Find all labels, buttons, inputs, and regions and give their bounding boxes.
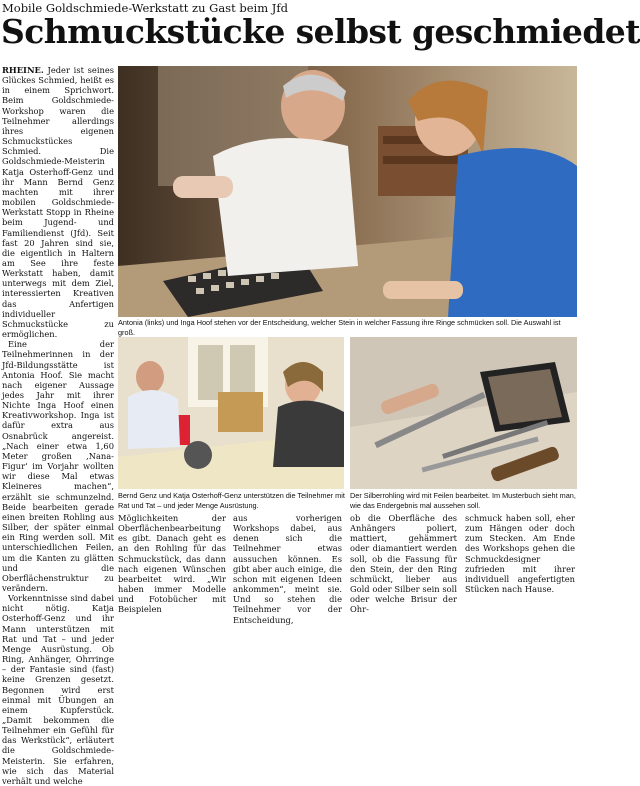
workshop-photo-image: [118, 66, 577, 317]
bottom-column-2: aus vorherigen Workshops dabei, aus denen sich die Teilnehmer etwas aussuchen können. Es gibt aber auch einige, die schon mit eigenen Ideen ankommen“, meint sie. Und so stehen die Teilnehmer vor der Entscheidung,: [233, 513, 342, 625]
advisors-photo-image: [118, 337, 344, 489]
paragraph-1: [2, 65, 114, 339]
bottom-right-photo: [350, 337, 577, 489]
bottom-column-3: ob die Oberfläche des Anhängers poliert, mattiert, gehämmert oder diamantiert werden soll, ob die Fassung für den Stein, der den Ring schmückt, lieber aus Gold oder Silber sein soll oder welche Brisur der Ohr-: [350, 513, 457, 615]
filing-photo-image: [350, 337, 577, 489]
left-column: [2, 65, 114, 786]
paragraph-1-text: Jeder ist seines Glückes Schmied, heißt es in einem Sprichwort. Beim Goldschmiede-Workshop waren die Teilnehmer allerdings ihres eigenen Schmuckstückes Schmied. Die Goldschmiede-Meisterin Katja Osterhoff-Genz und ihr Mann Bernd Genz machten mit ihrer mobilen Goldschmiede-Werkstatt Stopp in Rheine beim Jugend- und Familiendienst (Jfd). Seit fast 20 Jahren sind sie, die eigentlich in Haltern am See ihre feste Werkstatt haben, damit unterwegs mit dem Ziel, interessierten Kreativen das Anfertigen individueller Schmuckstücke zu ermöglichen.: [2, 65, 114, 340]
bottom-right-caption: Der Silberrohling wird mit Feilen bearbeitet. Im Musterbuch sieht man, wie das Endergebnis mal aussehen soll.: [350, 491, 576, 510]
paragraph-2: Eine der Teilnehmerinnen in der Jfd-Bildungsstätte ist Antonia Hoof. Sie macht nach eigener Aussage jedes Jahr mit ihrer Nichte Inga Hoof einen Kreativworkshop. Inga ist dafür extra aus Osnabrück angereist. „Nach einer etwa 1,60 Meter großen ‚Nana-Figur‘ im Vorjahr wollten wir diese Mal etwas Kleineres machen“, erzählt sie schmunzelnd. Beide bearbeiten gerade einen breiten Rohling aus Silber, der später einmal ein Ring werden soll. Mit unterschiedlichen Feilen, um die Kanten zu glätten und die Oberflächenstruktur zu verändern.: [2, 339, 114, 593]
kicker: Mobile Goldschmiede-Werkstatt zu Gast beim Jfd: [2, 1, 288, 15]
bottom-left-caption: Bernd Genz und Katja Osterhoff-Genz unterstützen die Teilnehmer mit Rat und Tat – und jeder Menge Ausrüstung.: [118, 491, 345, 510]
bottom-column-1: Möglichkeiten der Oberflächenbearbeitung es gibt. Danach geht es an den Rohling für das Schmuckstück, das dann nach eigenen Wünschen bearbeitet wird. „Wir haben immer Modelle und Fotobücher mit Beispielen: [118, 513, 226, 615]
bottom-left-photo: [118, 337, 344, 489]
headline: Schmuckstücke selbst geschmiedet: [1, 12, 640, 51]
bottom-column-4: schmuck haben soll, eher zum Hängen oder doch zum Stecken. Am Ende des Workshops gehen die Schmuckdesigner zufrieden mit ihrer individuell angefertigten Stücken nach Hause.: [465, 513, 575, 595]
main-photo-caption: Antonia (links) und Inga Hoof stehen vor der Entscheidung, welcher Stein in welcher Fassung ihre Ringe schmücken soll. Die Auswahl ist groß.: [118, 318, 561, 337]
location-tag: RHEINE.: [2, 65, 44, 75]
main-photo: [118, 66, 577, 317]
paragraph-3: Vorkenntnisse sind dabei nicht nötig. Katja Osterhoff-Genz und ihr Mann unterstützen mit Rat und Tat – und jeder Menge Ausrüstung. Ob Ring, Anhänger, Ohrringe – der Fantasie sind (fast) keine Grenzen gesetzt. Begonnen wird erst einmal mit Übungen an einem Kupferstück. „Damit bekommen die Teilnehmer ein Gefühl für das Werkstück“, erläutert die Goldschmiede-Meisterin. Sie erfahren, wie sich das Material verhält und welche: [2, 593, 114, 786]
